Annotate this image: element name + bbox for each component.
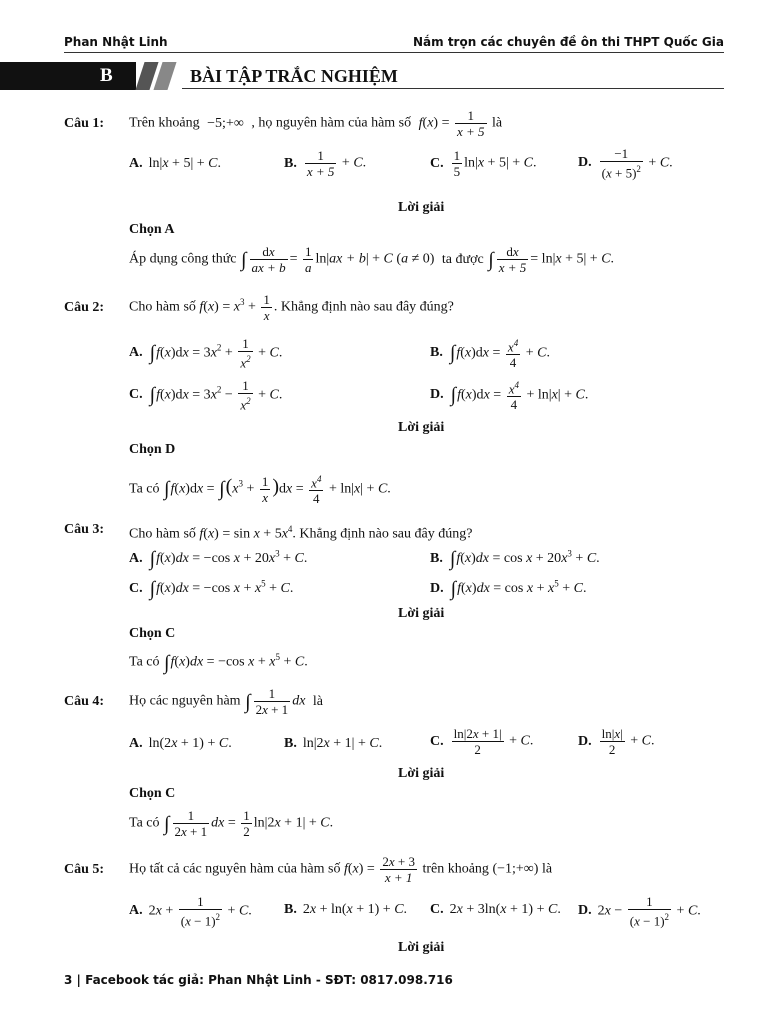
option-d[interactable]: D. $\frac{\ln|x|}{2}$ + C.	[578, 726, 655, 757]
question-4-text: Họ các nguyên hàm ∫ $\frac{1}{2x + 1}$ dx là	[129, 686, 324, 717]
fraction: $\frac{1}{x + 5}$	[456, 108, 485, 139]
option-c[interactable]: C. 2x + 3ln(x + 1) + C.	[430, 902, 561, 917]
solution-2-text: Ta có $\int f(x)dx = \int(x^3$ + $\frac{1}{x}$ )dx = $\frac{x^4}{4}$ + ln|x| + C.	[129, 473, 391, 507]
solution-label: Lời giải	[398, 200, 445, 215]
option-d[interactable]: D. $\frac{-1}{(x + 5)^2}$ + C.	[578, 146, 673, 181]
option-b[interactable]: B. 2x + ln(x + 1) + C.	[284, 902, 408, 917]
question-number: Câu 4:	[64, 694, 105, 709]
section-letter: B	[100, 65, 113, 86]
answer-choice: Chọn C	[129, 626, 176, 641]
option-c[interactable]: C. $\frac{\ln|2x + 1|}{2}$ + C.	[430, 726, 534, 757]
page-header	[64, 34, 724, 53]
option-b[interactable]: B. $\int f(x)dx = \cos x + 20x^3 + C$.	[430, 548, 600, 570]
solution-label: Lời giải	[398, 766, 445, 781]
question-1-text: Trên khoảng −5;+∞ , họ nguyên hàm của hàm số f(x) = $\frac{1}{x + 5}$ là	[129, 108, 503, 139]
answer-choice: Chọn A	[129, 222, 175, 237]
solution-3-text: Ta có ∫f(x)dx = −cos $x + x^5 + C$.	[129, 651, 308, 674]
section-title: BÀI TẬP TRẮC NGHIỆM	[190, 66, 398, 86]
answer-choice: Chọn D	[129, 442, 176, 457]
option-b[interactable]: B. ln|2x + 1| + C.	[284, 736, 383, 751]
option-b[interactable]: B. $\frac{1}{x + 5}$ + C.	[284, 148, 367, 179]
author-name: Phan Nhật Linh	[64, 35, 168, 49]
solution-label: Lời giải	[398, 940, 445, 955]
question-number: Câu 5:	[64, 862, 105, 877]
option-a[interactable]: A. ln|x + 5| + C.	[129, 156, 221, 171]
option-a[interactable]: A. 2x + $\frac{1}{(x - 1)^2}$ + C.	[129, 894, 252, 929]
page-footer: 3 | Facebook tác giả: Phan Nhật Linh - SĐT: 0817.098.716	[64, 973, 453, 987]
option-a[interactable]: A. ∫f(x)dx = −cos $x + 20x^3 + C$.	[129, 548, 308, 570]
solution-1-text: Áp dụng công thức ∫ $\frac{dx}{ax + b}$ = $\frac{1}{a}$ ln|ax + b| + C (a ≠ 0) ta được ∫ $\frac{dx}{x + 5}$ = ln|x + 5| + C.	[129, 244, 615, 275]
option-a[interactable]: A. ln(2x + 1) + C.	[129, 736, 232, 751]
option-a[interactable]: A. $\int f(x)dx = 3x^2$ + $\frac{1}{x^2}$ + C.	[129, 336, 283, 371]
banner-rule	[182, 88, 724, 89]
solution-4-text: Ta có ∫ $\frac{1}{2x + 1}$ dx = $\frac{1}{2}$ ln|2x + 1| + C.	[129, 808, 334, 839]
answer-choice: Chọn C	[129, 786, 176, 801]
series-title: Nắm trọn các chuyên đề ôn thi THPT Quốc Gia	[413, 35, 724, 49]
question-2-text: Cho hàm số $f(x) = x^3$ + $\frac{1}{x}$ . Khẳng định nào sau đây đúng?	[129, 292, 454, 323]
banner-block	[0, 62, 136, 90]
option-c[interactable]: C. $\frac{1}{5}$ ln|x + 5| + C.	[430, 148, 537, 179]
section-banner	[0, 62, 768, 90]
question-3-text: Cho hàm số $f(x) = \sin x + 5x^4$. Khẳng định nào sau đây đúng?	[129, 524, 473, 542]
question-number: Câu 2:	[64, 300, 105, 315]
solution-label: Lời giải	[398, 420, 445, 435]
question-number: Câu 1:	[64, 116, 105, 131]
option-c[interactable]: C. ∫f(x)dx = −cos $x + x^5 + C$.	[129, 578, 294, 600]
option-d[interactable]: D. ∫f(x)dx = $\frac{x^4}{4}$ + ln|x| + C.	[430, 380, 589, 413]
question-5-text: Họ tất cả các nguyên hàm của hàm số f(x) = $\frac{2x + 3}{x + 1}$ trên khoảng (−1;+∞) là	[129, 854, 553, 885]
solution-label: Lời giải	[398, 606, 445, 621]
question-number: Câu 3:	[64, 522, 105, 537]
option-d[interactable]: D. $\int f(x)dx = \cos x + x^5 + C$.	[430, 578, 587, 600]
option-d[interactable]: D. 2x − $\frac{1}{(x - 1)^2}$ + C.	[578, 894, 701, 929]
option-c[interactable]: C. $\int f(x)dx = 3x^2$ − $\frac{1}{x^2}$ + C.	[129, 378, 283, 413]
option-b[interactable]: B. ∫f(x)dx = $\frac{x^4}{4}$ + C.	[430, 338, 550, 371]
